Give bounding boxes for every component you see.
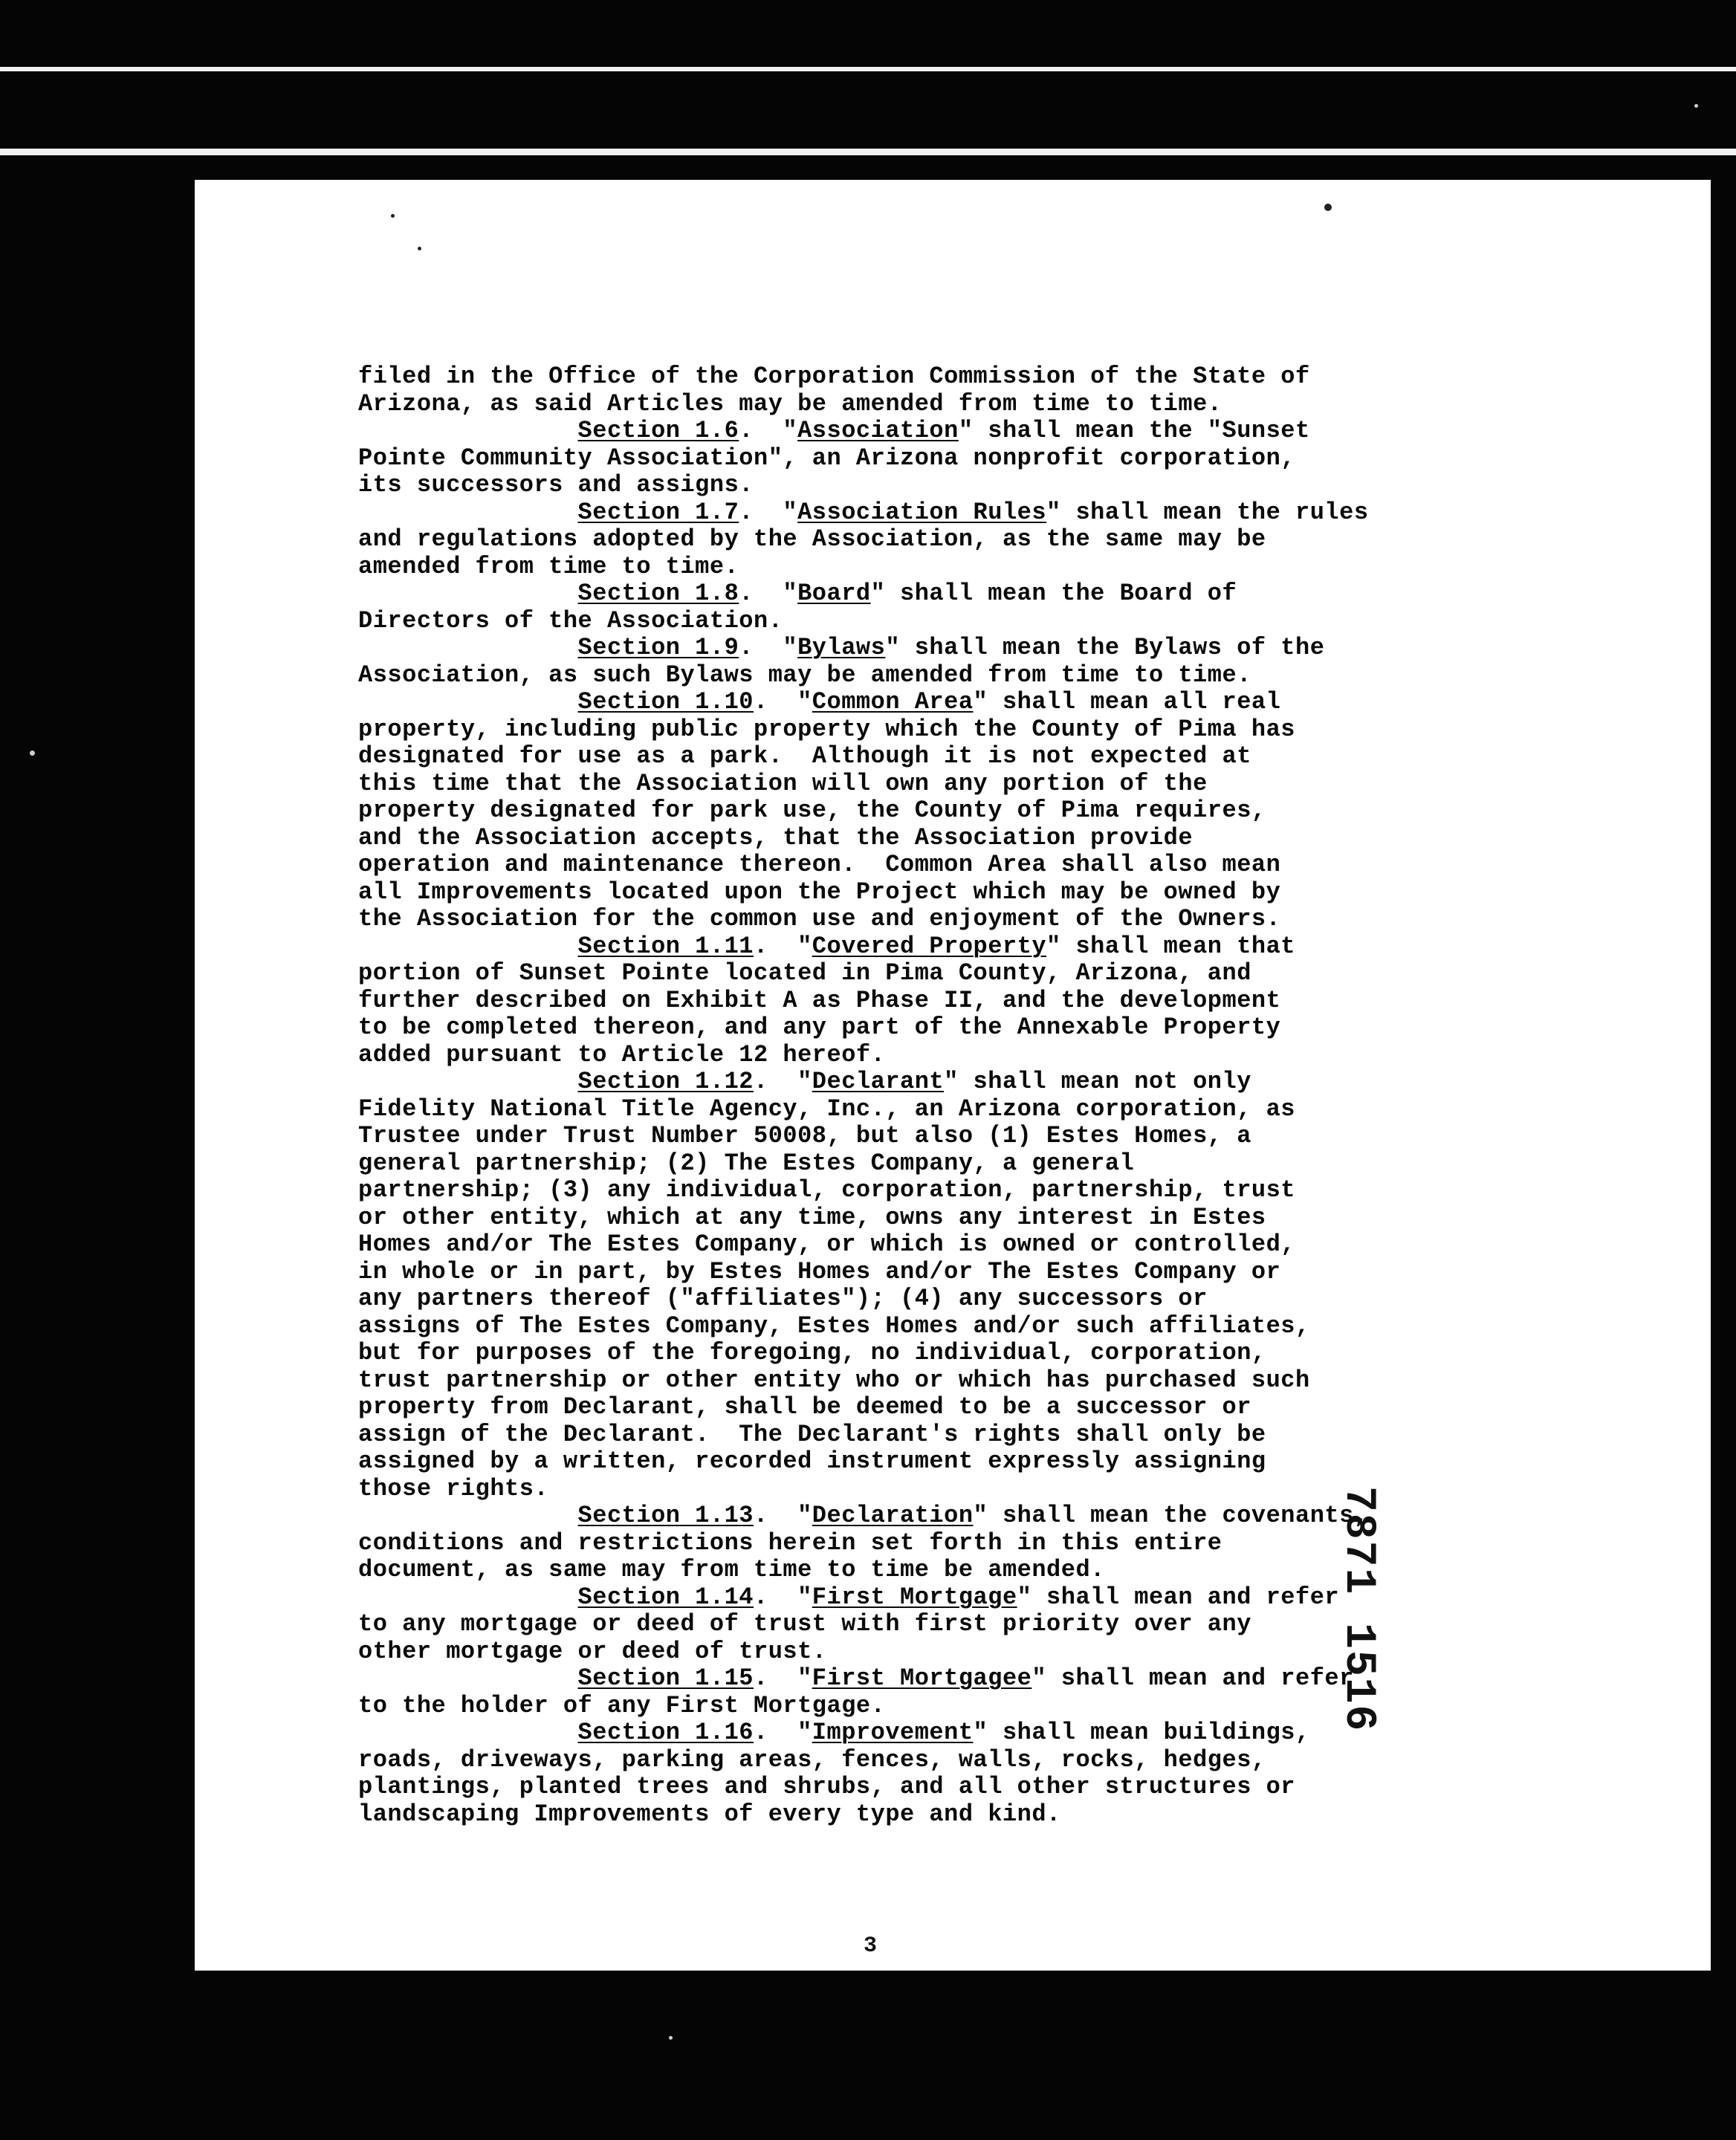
- text-segment: " shall mean the "Sunset: [958, 417, 1310, 444]
- text-segment: Association, as such Bylaws may be amended from time to time.: [358, 661, 1251, 689]
- text-segment: roads, driveways, parking areas, fences, walls, rocks, hedges,: [358, 1745, 1266, 1774]
- text-line: [358, 743, 1614, 771]
- text-line: [358, 988, 1614, 1015]
- text-segment: its successors and assigns.: [358, 471, 754, 499]
- text-line: [358, 499, 1614, 527]
- underlined-term: Section 1.11: [577, 932, 754, 960]
- text-segment: this time that the Association will own any portion of the: [358, 769, 1208, 797]
- text-line: [358, 472, 1614, 499]
- text-segment: all Improvements located upon the Project which may be owned by: [358, 878, 1281, 906]
- text-line: [358, 418, 1614, 445]
- text-line: [358, 1611, 1614, 1638]
- text-segment: and the Association accepts, that the Association provide: [358, 823, 1194, 852]
- text-line: [358, 1421, 1614, 1449]
- text-line: [358, 771, 1614, 798]
- text-segment: in whole or in part, by Estes Homes and/or The Estes Company or: [358, 1257, 1281, 1285]
- scan-line-top: [0, 67, 1736, 71]
- text-segment: property from Declarant, shall be deemed to be a successor or: [358, 1393, 1251, 1421]
- page-speck: [391, 214, 395, 218]
- text-segment: assigned by a written, recorded instrument expressly assigning: [358, 1447, 1266, 1475]
- underlined-term: Covered Property: [812, 932, 1047, 960]
- text-segment: Directors of the Association.: [358, 606, 783, 635]
- text-segment: [358, 1583, 578, 1611]
- underlined-term: Association: [797, 417, 959, 444]
- text-segment: [358, 1719, 578, 1746]
- text-line: [358, 1014, 1614, 1042]
- text-segment: other mortgage or deed of trust.: [358, 1637, 827, 1665]
- text-segment: . ": [753, 688, 812, 716]
- text-line: [358, 1285, 1614, 1313]
- underlined-term: Section 1.7: [577, 498, 739, 526]
- text-segment: Homes and/or The Estes Company, or which is owned or controlled,: [358, 1230, 1295, 1258]
- text-segment: assign of the Declarant. The Declarant's rights shall only be: [358, 1420, 1266, 1448]
- text-line: [358, 1367, 1614, 1395]
- underlined-term: Association Rules: [797, 498, 1047, 526]
- text-line: [358, 1340, 1614, 1367]
- text-segment: further described on Exhibit A as Phase II, and the development: [358, 986, 1281, 1014]
- text-segment: amended from time to time.: [358, 552, 739, 580]
- text-line: [358, 363, 1614, 391]
- text-line: [358, 1693, 1614, 1720]
- text-line: [358, 1231, 1614, 1259]
- text-segment: general partnership; (2) The Estes Company, a general: [358, 1149, 1135, 1177]
- underlined-term: Board: [797, 580, 871, 607]
- text-line: [358, 1204, 1614, 1232]
- text-segment: Pointe Community Association", an Arizona nonprofit corporation,: [358, 444, 1295, 472]
- text-line: [358, 554, 1614, 581]
- underlined-term: Section 1.13: [577, 1502, 754, 1529]
- text-segment: [358, 499, 578, 526]
- text-line: [358, 933, 1614, 961]
- text-segment: " shall mean and refer: [1031, 1664, 1354, 1692]
- document-body-text: [358, 363, 1614, 1828]
- text-line: [358, 716, 1614, 744]
- text-line: [358, 526, 1614, 554]
- text-line: [358, 1259, 1614, 1286]
- text-segment: any partners thereof ("affiliates"); (4) any successors or: [358, 1285, 1208, 1312]
- text-segment: [358, 634, 578, 661]
- text-line: [358, 1638, 1614, 1666]
- text-segment: " shall mean buildings,: [973, 1719, 1310, 1746]
- text-line: [358, 445, 1614, 473]
- text-line: [358, 906, 1614, 933]
- text-line: [358, 689, 1614, 716]
- document-page: [195, 180, 1711, 1971]
- text-line: [358, 580, 1614, 608]
- text-segment: those rights.: [358, 1474, 549, 1502]
- text-line: [358, 1530, 1614, 1557]
- underlined-term: Section 1.6: [577, 417, 739, 444]
- text-segment: [358, 933, 578, 960]
- text-line: [358, 608, 1614, 635]
- text-segment: " shall mean the covenants,: [973, 1502, 1369, 1529]
- text-segment: [358, 1502, 578, 1529]
- text-segment: " shall mean all real: [973, 688, 1281, 716]
- scan-speck: [669, 2036, 673, 2040]
- text-segment: . ": [753, 932, 812, 960]
- text-segment: document, as same may from time to time be amended.: [358, 1556, 1105, 1583]
- recording-stamp-number: 7871 1516: [1334, 1486, 1382, 1733]
- underlined-term: First Mortgage: [812, 1583, 1017, 1611]
- text-segment: [358, 417, 578, 444]
- text-segment: operation and maintenance thereon. Common Area shall also mean: [358, 851, 1281, 878]
- text-segment: . ": [753, 1664, 812, 1692]
- text-segment: or other entity, which at any time, owns any interest in Estes: [358, 1203, 1266, 1231]
- text-line: [358, 797, 1614, 825]
- underlined-term: Section 1.12: [577, 1068, 754, 1095]
- scan-line-second: [0, 149, 1736, 155]
- text-segment: trust partnership or other entity who or which has purchased such: [358, 1366, 1310, 1394]
- text-segment: [358, 1664, 578, 1692]
- text-line: [358, 662, 1614, 690]
- text-segment: to the holder of any First Mortgage.: [358, 1691, 886, 1719]
- text-segment: . ": [753, 1502, 812, 1529]
- underlined-term: Bylaws: [797, 634, 886, 661]
- text-segment: . ": [739, 498, 798, 526]
- text-segment: to any mortgage or deed of trust with first priority over any: [358, 1610, 1251, 1638]
- text-segment: the Association for the common use and enjoyment of the Owners.: [358, 905, 1281, 933]
- text-line: [358, 1476, 1614, 1503]
- text-line: [358, 1313, 1614, 1340]
- text-segment: but for purposes of the foregoing, no individual, corporation,: [358, 1339, 1266, 1366]
- text-segment: " shall mean not only: [944, 1068, 1251, 1095]
- text-line: [358, 1394, 1614, 1421]
- underlined-term: Common Area: [812, 688, 974, 716]
- text-segment: . ": [739, 634, 798, 661]
- underlined-term: Declaration: [812, 1502, 974, 1529]
- text-line: [358, 1801, 1614, 1829]
- text-line: [358, 1557, 1614, 1584]
- underlined-term: Section 1.10: [577, 688, 754, 716]
- text-segment: " shall mean the rules: [1046, 498, 1369, 526]
- text-line: [358, 1747, 1614, 1774]
- scan-speck: [1694, 104, 1698, 108]
- text-line: [358, 1502, 1614, 1530]
- text-segment: portion of Sunset Pointe located in Pima County, Arizona, and: [358, 959, 1251, 987]
- text-segment: Arizona, as said Articles may be amended from time to time.: [358, 389, 1222, 418]
- text-segment: partnership; (3) any individual, corporation, partnership, trust: [358, 1176, 1295, 1204]
- text-line: [358, 1069, 1614, 1096]
- text-line: [358, 1123, 1614, 1150]
- text-line: [358, 1448, 1614, 1476]
- text-segment: filed in the Office of the Corporation Commission of the State of: [358, 363, 1310, 390]
- text-segment: [358, 580, 578, 607]
- text-line: [358, 1096, 1614, 1124]
- text-segment: . ": [753, 1583, 812, 1611]
- text-segment: " shall mean the Board of: [870, 580, 1237, 607]
- text-line: [358, 1774, 1614, 1801]
- text-segment: . ": [753, 1719, 812, 1746]
- text-line: [358, 1042, 1614, 1069]
- text-line: [358, 1150, 1614, 1178]
- underlined-term: Section 1.16: [577, 1719, 754, 1746]
- text-line: [358, 635, 1614, 662]
- text-segment: assigns of The Estes Company, Estes Homes and/or such affiliates,: [358, 1311, 1310, 1340]
- text-segment: . ": [739, 417, 798, 444]
- text-segment: to be completed thereon, and any part of the Annexable Property: [358, 1014, 1281, 1041]
- text-line: [358, 391, 1614, 418]
- underlined-term: Section 1.9: [577, 634, 739, 661]
- text-line: [358, 852, 1614, 879]
- text-line: [358, 1665, 1614, 1693]
- underlined-term: First Mortgagee: [812, 1664, 1032, 1692]
- page-number: 3: [864, 1933, 878, 1959]
- underlined-term: Declarant: [812, 1068, 945, 1095]
- text-segment: " shall mean and refer: [1017, 1583, 1340, 1611]
- text-segment: and regulations adopted by the Association, as the same may be: [358, 525, 1266, 553]
- text-line: [358, 1719, 1614, 1747]
- text-segment: landscaping Improvements of every type and kind.: [358, 1800, 1061, 1828]
- text-line: [358, 1584, 1614, 1612]
- underlined-term: Improvement: [812, 1719, 974, 1746]
- page-speck: [1324, 204, 1332, 211]
- underlined-term: Section 1.14: [577, 1583, 754, 1611]
- text-segment: Fidelity National Title Agency, Inc., an Arizona corporation, as: [358, 1095, 1295, 1123]
- text-segment: [358, 688, 578, 716]
- text-line: [358, 1177, 1614, 1204]
- text-segment: [358, 1068, 578, 1095]
- scan-speck: [30, 750, 35, 756]
- text-segment: . ": [739, 580, 798, 607]
- underlined-term: Section 1.8: [577, 580, 739, 607]
- text-segment: designated for use as a park. Although it is not expected at: [358, 742, 1251, 770]
- text-segment: property, including public property which the County of Pima has: [358, 715, 1295, 743]
- text-line: [358, 825, 1614, 852]
- text-segment: added pursuant to Article 12 hereof.: [358, 1040, 886, 1069]
- page-speck: [418, 247, 421, 250]
- text-line: [358, 879, 1614, 907]
- text-segment: " shall mean the Bylaws of the: [885, 634, 1325, 661]
- text-segment: Trustee under Trust Number 50008, but also (1) Estes Homes, a: [358, 1122, 1251, 1150]
- text-segment: conditions and restrictions herein set forth in this entire: [358, 1528, 1222, 1557]
- text-segment: . ": [753, 1068, 812, 1095]
- text-segment: plantings, planted trees and shrubs, and all other structures or: [358, 1773, 1295, 1800]
- text-segment: property designated for park use, the County of Pima requires,: [358, 797, 1266, 824]
- underlined-term: Section 1.15: [577, 1664, 754, 1692]
- text-segment: " shall mean that: [1046, 932, 1295, 960]
- text-line: [358, 960, 1614, 988]
